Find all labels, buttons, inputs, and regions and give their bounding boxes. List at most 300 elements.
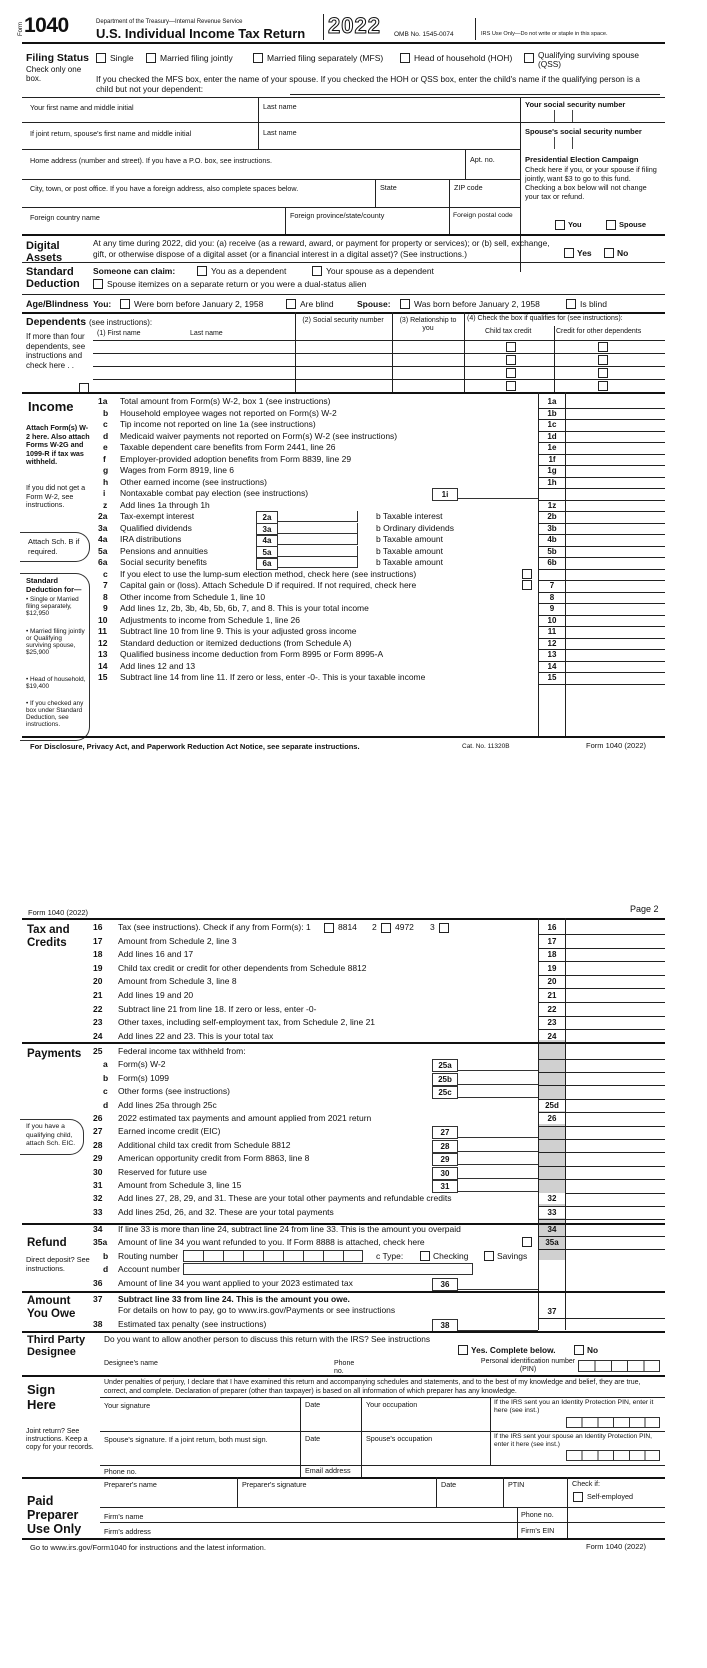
pay-line-text: Reserved for future use [118, 1166, 207, 1177]
tc-amount[interactable] [566, 936, 665, 947]
tc-line-number: 24 [93, 1030, 103, 1041]
pay-line-text: Additional child tax credit from Schedule 8812 [118, 1139, 291, 1150]
line-rule [538, 1072, 665, 1073]
pay-mid-box: 25b [432, 1073, 458, 1086]
designee-yes-checkbox[interactable] [458, 1345, 468, 1355]
qss-checkbox[interactable] [524, 53, 534, 63]
foreign-province-label: Foreign province/state/county [290, 211, 385, 220]
preparer-sig-label: Preparer's signature [242, 1480, 307, 1489]
dependent-odc-checkbox[interactable] [598, 342, 608, 352]
pair-b-text: b Taxable amount [376, 557, 443, 567]
pay-line-text: Other forms (see instructions) [118, 1086, 230, 1097]
pay-amount[interactable] [566, 1113, 665, 1124]
mfs-name-line[interactable] [290, 94, 660, 95]
pay-line-number: b [103, 1072, 109, 1083]
spouse-born-label: Was born before January 2, 1958 [414, 299, 540, 309]
line-rule [538, 684, 665, 685]
pay-line-number: 31 [93, 1180, 103, 1190]
tc-amount[interactable] [566, 963, 665, 974]
line-rule [538, 1179, 665, 1180]
line-amount[interactable] [566, 569, 665, 580]
digital-no-label: No [617, 248, 629, 258]
irs-use-only: IRS Use Only—Do not write or staple in this space. [481, 31, 608, 37]
line-text: Nontaxable combat pay election (see instructions) [120, 488, 309, 498]
form-4972-checkbox[interactable] [381, 923, 391, 933]
pair-box-label: 5b [547, 546, 557, 556]
tc-amount[interactable] [566, 990, 665, 1001]
tc-line-text: Subtract line 21 from line 18. If zero or less, enter -0- [118, 1003, 317, 1014]
mfs-checkbox[interactable] [253, 53, 263, 63]
pair-mid-amount[interactable] [278, 557, 358, 568]
std-box-title: Standard Deduction for— [26, 576, 82, 594]
pay-mid-box: 30 [432, 1167, 458, 1180]
line-amount[interactable] [566, 672, 665, 683]
pay-amount[interactable] [566, 1193, 665, 1204]
line-text: Tip income not reported on line 1a (see instructions) [120, 419, 316, 429]
pay-mid-amount[interactable] [458, 1073, 538, 1085]
someone-can-claim: Someone can claim: [93, 266, 176, 276]
line-checkbox[interactable] [522, 569, 532, 579]
pay-mid-box: 27 [432, 1126, 458, 1139]
pay-mid-box: 28 [432, 1140, 458, 1153]
line-text: Adjustments to income from Schedule 1, line 26 [120, 614, 301, 625]
p2-footer-right: Form 1040 (2022) [586, 1542, 647, 1551]
tax-credits-heading: Tax and Credits [27, 924, 70, 949]
sign-here-heading: Sign Here [27, 1382, 56, 1412]
tax-year: 2022 [328, 13, 381, 38]
income-attach-note: Attach Form(s) W-2 here. Also attach Forms W-2G and 1099-R if tax was withheld. [26, 423, 90, 466]
ip-pin-field[interactable] [566, 1417, 660, 1428]
first-name-label: Your first name and middle initial [30, 103, 134, 112]
spouse-blind-checkbox[interactable] [566, 299, 576, 309]
digital-assets-question: At any time during 2022, did you: (a) receive (as a reward, award, or payment for property or services); or (b) sell, exchange, gift, or otherwise dispose of a digital asset (or a financial interest in a digital asset)? (See instructions.) [93, 238, 550, 259]
line-amount[interactable] [566, 454, 665, 465]
tc-box-label: 23 [547, 1018, 557, 1028]
designee-pin-field[interactable] [578, 1360, 660, 1372]
pair-box-label: 6b [547, 558, 557, 567]
tc-line-text: Add lines 19 and 20 [118, 989, 194, 1000]
attach-sch-b: Attach Sch. B if required. [28, 537, 80, 556]
tc-amount[interactable] [566, 976, 665, 987]
spouse-signature-label: Spouse's signature. If a joint return, both must sign. [104, 1435, 268, 1444]
pec-title: Presidential Election Campaign [525, 155, 639, 164]
routing-label: Routing number [118, 1251, 179, 1261]
pair-line-text: Tax-exempt interest [120, 511, 195, 521]
mfs-label: Married filing separately (MFS) [267, 53, 384, 63]
digital-assets-heading: Digital Assets [26, 240, 63, 264]
pec-spouse-checkbox[interactable] [606, 220, 616, 230]
form-number: 1040 [24, 14, 69, 37]
p2-footer-left: Go to www.irs.gov/Form1040 for instructions and the latest information. [30, 1543, 266, 1552]
line-text: Add lines 1z, 2b, 3b, 4b, 5b, 6b, 7, and 8. This is your total income [120, 603, 369, 613]
dependent-ctc-checkbox[interactable] [506, 342, 516, 352]
line-amount[interactable] [566, 649, 665, 660]
pay-mid-box: 29 [432, 1153, 458, 1166]
designee-phone-label: Phone no. [334, 1360, 355, 1375]
dependent-ctc-checkbox[interactable] [506, 368, 516, 378]
line-text: Qualified business income deduction from Form 8995 or Form 8995-A [120, 649, 384, 659]
pay-line-number: 30 [93, 1166, 103, 1177]
line-box-label: 8 [549, 592, 555, 602]
line-38-amount[interactable] [458, 1319, 538, 1331]
line-text: Medicaid waiver payments not reported on Form(s) W-2 (see instructions) [120, 430, 398, 441]
line-amount[interactable] [566, 500, 665, 511]
line-text: Subtract line 14 from line 11. If zero or less, enter -0-. This is your taxable income [120, 672, 426, 682]
spouse-dependent-checkbox[interactable] [312, 266, 322, 276]
refund-heading: Refund [27, 1237, 67, 1249]
pay-box-label: 32 [539, 1193, 565, 1204]
account-type-label: c Type: [376, 1251, 404, 1261]
tc-box-label: 20 [547, 977, 557, 987]
line-amount[interactable] [566, 408, 665, 419]
routing-number-field[interactable] [183, 1250, 363, 1262]
line-35a-text: Amount of line 34 you want refunded to you. If Form 8888 is attached, check here [118, 1237, 425, 1247]
form-3-label: 3 [430, 922, 435, 932]
mfj-checkbox[interactable] [146, 53, 156, 63]
line-box-label: 7 [549, 581, 555, 590]
line-amount[interactable] [566, 477, 665, 488]
line-37-number: 37 [93, 1294, 103, 1304]
line-amount[interactable] [566, 603, 665, 614]
line-number: d [103, 430, 109, 441]
preparer-name-label: Preparer's name [104, 1480, 157, 1489]
pair-amount[interactable] [566, 534, 665, 545]
pay-mid-amount[interactable] [458, 1086, 538, 1098]
joint-return-note: Joint return? See instructions. Keep a copy for your records. [26, 1428, 94, 1451]
pair-line-text: Pensions and annuities [120, 545, 208, 556]
pay-line-number: 33 [93, 1206, 103, 1217]
pair-mid-box: 2a [256, 511, 278, 524]
tc-line-text: Other taxes, including self-employment tax, from Schedule 2, line 21 [118, 1017, 376, 1028]
pair-b-text: b Taxable interest [376, 511, 443, 521]
spouse-pin-field[interactable] [566, 1450, 660, 1461]
email-label: Email address [305, 1466, 351, 1475]
dependent-row-line [93, 366, 665, 367]
pec-spouse-label: Spouse [619, 220, 647, 229]
section-rule [22, 1042, 665, 1044]
you-blind-checkbox[interactable] [286, 299, 296, 309]
line-box-label: 1b [547, 408, 557, 418]
single-label: Single [110, 53, 134, 63]
line-box-label: 1h [547, 477, 557, 487]
pay-mid-box: 31 [432, 1180, 458, 1193]
dependent-ctc-checkbox[interactable] [506, 381, 516, 391]
dependents-see: (see instructions): [89, 318, 153, 327]
line-amount[interactable] [566, 431, 665, 442]
page-2 [0, 890, 707, 1668]
pair-amount[interactable] [566, 523, 665, 534]
age-blindness-heading: Age/Blindness [26, 299, 89, 309]
pair-line-number: 3a [98, 522, 108, 533]
line-number: 1a [98, 396, 108, 406]
sign-phone-label: Phone no. [104, 1467, 137, 1476]
pay-line-text: Form(s) 1099 [118, 1072, 170, 1083]
dep-col-ctc: Child tax credit [485, 328, 532, 335]
pay-mid-amount[interactable] [458, 1140, 538, 1152]
line-amount[interactable] [566, 626, 665, 637]
pay-line-text: Add lines 25a through 25c [118, 1099, 217, 1110]
pay-line-number: 28 [93, 1139, 103, 1150]
line-rule [538, 1166, 665, 1167]
line-amount[interactable] [566, 419, 665, 430]
line-box-label: 13 [547, 650, 557, 659]
dependents-label: Dependents [26, 316, 87, 328]
pay-line-number: 29 [93, 1153, 103, 1164]
pay-line-text: Federal income tax withheld from: [118, 1046, 246, 1056]
line-box-label: 1d [547, 431, 557, 441]
qss-label: Qualifying surviving spouse (QSS) [538, 50, 639, 69]
line-38-box: 38 [432, 1319, 458, 1332]
digital-yes-label: Yes [577, 248, 592, 258]
line-amount[interactable] [566, 615, 665, 626]
line-mid-amount[interactable] [458, 488, 538, 499]
income-heading: Income [28, 399, 74, 414]
pair-mid-box: 5a [256, 546, 278, 559]
line-text: Wages from Form 8919, line 6 [120, 465, 235, 475]
dependent-odc-checkbox[interactable] [598, 368, 608, 378]
pair-amount[interactable] [566, 557, 665, 568]
spouse-born-checkbox[interactable] [400, 299, 410, 309]
pay-amount[interactable] [566, 1207, 665, 1218]
line-36-text: Amount of line 34 you want applied to your 2023 estimated tax [118, 1278, 353, 1288]
form-8814-label: 8814 [338, 922, 357, 932]
digital-yes-checkbox[interactable] [564, 248, 574, 258]
line-35a-number: 35a [93, 1237, 108, 1247]
dependent-odc-checkbox[interactable] [598, 381, 608, 391]
you-born-label: Were born before January 2, 1958 [134, 299, 264, 309]
line-number: z [103, 499, 108, 510]
form-8888-checkbox[interactable] [522, 1237, 532, 1247]
designee-yes-label: Yes. Complete below. [471, 1345, 556, 1355]
tc-amount[interactable] [566, 1031, 665, 1042]
third-party-question: Do you want to allow another person to discuss this return with the IRS? See instructions [104, 1334, 431, 1344]
designee-name-label: Designee's name [104, 1360, 158, 1367]
pair-mid-box: 4a [256, 534, 278, 547]
pay-line-text: American opportunity credit from Form 8863, line 8 [118, 1153, 310, 1164]
pay-box-label: 25d [539, 1100, 565, 1111]
dependent-odc-checkbox[interactable] [598, 355, 608, 365]
tc-box-label: 19 [547, 963, 557, 973]
line-35b-letter: b [103, 1251, 109, 1261]
tc-line-text: Add lines 22 and 23. This is your total tax [118, 1030, 274, 1041]
line-rule [538, 1219, 665, 1220]
pec-you-checkbox[interactable] [555, 220, 565, 230]
preparer-date-label: Date [441, 1480, 457, 1489]
tc-amount[interactable] [566, 1004, 665, 1015]
pair-mid-amount[interactable] [278, 546, 358, 557]
pair-mid-amount[interactable] [278, 523, 358, 534]
form-2-label: 2 [372, 922, 377, 932]
pair-amount[interactable] [566, 546, 665, 557]
you-dependent-label: You as a dependent [211, 266, 287, 276]
pay-line-number: a [103, 1059, 108, 1070]
spouse-itemizes-label: Spouse itemizes on a separate return or you were a dual-status alien [107, 279, 367, 289]
dependent-row-line [93, 340, 665, 341]
line-box-label: 1a [547, 397, 557, 406]
home-address-label: Home address (number and street). If you have a P.O. box, see instructions. [30, 156, 272, 165]
tc-amount[interactable] [566, 949, 665, 960]
p1-cat-number: Cat. No. 11320B [462, 743, 510, 750]
pair-b-text: b Taxable amount [376, 545, 443, 556]
line-rule [538, 1139, 665, 1140]
pay-mid-amount[interactable] [458, 1126, 538, 1138]
tc-line-number: 22 [93, 1003, 103, 1014]
form-title: U.S. Individual Income Tax Return [96, 26, 306, 41]
line-16-text: Tax (see instructions). Check if any from Form(s): 1 [118, 922, 311, 932]
line-rule [538, 1059, 665, 1060]
pay-line-text: Earned income credit (EIC) [118, 1126, 221, 1137]
pay-amount[interactable] [566, 1100, 665, 1111]
income-no-w2-note: If you did not get a Form W-2, see instructions. [26, 483, 86, 509]
pair-mid-box: 3a [256, 523, 278, 536]
pay-line-number: 32 [93, 1193, 103, 1204]
filing-status-heading: Filing Status [26, 52, 89, 64]
age-you: You: [93, 299, 112, 309]
foreign-country-label: Foreign country name [30, 213, 100, 222]
line-text: Taxable dependent care benefits from Form 2441, line 26 [120, 442, 336, 452]
p1-footer-left: For Disclosure, Privacy Act, and Paperwork Reduction Act Notice, see separate instructions. [30, 742, 360, 751]
third-party-heading: Third Party Designee [27, 1334, 86, 1358]
pair-box-label: 3b [547, 523, 557, 533]
line-number: 9 [103, 603, 108, 613]
line-box-label: 1e [547, 443, 557, 452]
line-text: Standard deduction or itemized deductions (from Schedule A) [120, 637, 352, 648]
form-3-checkbox[interactable] [439, 923, 449, 933]
p1-footer-right: Form 1040 (2022) [586, 741, 647, 750]
pay-mid-amount[interactable] [458, 1167, 538, 1179]
line-37-text: Subtract line 33 from line 24. This is the amount you owe. [118, 1294, 350, 1304]
dep-col-relationship: (3) Relationship to you [399, 317, 457, 332]
pay-mid-amount[interactable] [458, 1180, 538, 1192]
preparer-ptin-label: PTIN [508, 1480, 525, 1489]
line-number: 13 [98, 649, 108, 659]
pair-mid-amount[interactable] [278, 511, 358, 522]
line-text: If you elect to use the lump-sum election method, check here (see instructions) [120, 568, 417, 579]
tc-line-number: 20 [93, 976, 103, 987]
line-34-number: 34 [93, 1224, 103, 1234]
tc-line-number: 17 [93, 935, 103, 946]
tc-line-number: 18 [93, 949, 103, 960]
savings-checkbox[interactable] [484, 1251, 494, 1261]
line-34-box: 34 [547, 1225, 557, 1234]
spouse-pin-label: If the IRS sent your spouse an Identity Protection PIN, enter it here (see inst.) [494, 1433, 652, 1448]
line-number: h [103, 476, 109, 487]
p2-header-left: Form 1040 (2022) [28, 908, 89, 917]
line-36-number: 36 [93, 1278, 103, 1288]
std-box-item-3: • Head of household, $19,400 [26, 676, 86, 690]
pay-mid-amount[interactable] [458, 1153, 538, 1165]
designee-no-checkbox[interactable] [574, 1345, 584, 1355]
pay-line-number: 26 [93, 1113, 103, 1123]
pair-line-number: 5a [98, 545, 108, 556]
line-amount[interactable] [566, 442, 665, 453]
line-amount[interactable] [566, 661, 665, 672]
mfj-label: Married filing jointly [160, 53, 233, 63]
single-checkbox[interactable] [96, 53, 106, 63]
line-box-label: 11 [547, 627, 557, 636]
line-35a-box: 35a [545, 1238, 559, 1247]
tc-box-label: 22 [547, 1004, 557, 1014]
self-employed-checkbox[interactable] [573, 1492, 583, 1502]
dependents-side-note: If more than four dependents, see instructions and check here . . [26, 332, 86, 370]
dep-col-last: Last name [190, 330, 223, 337]
line-box-label: 10 [547, 615, 557, 625]
zip-label: ZIP code [454, 183, 483, 192]
ssn-label: Your social security number [525, 100, 626, 109]
line-number: c [103, 419, 108, 429]
pair-line-text: Qualified dividends [120, 522, 192, 533]
line-amount[interactable] [566, 396, 665, 407]
tc-line-text: Add lines 16 and 17 [118, 949, 194, 960]
line-checkbox[interactable] [522, 580, 532, 590]
dependent-ctc-checkbox[interactable] [506, 355, 516, 365]
dep-col-check: (4) Check the box if qualifies for (see instructions): [467, 315, 623, 322]
line-36-amount[interactable] [458, 1278, 538, 1290]
tc-amount[interactable] [566, 1017, 665, 1028]
line-rule [538, 1085, 665, 1086]
firm-name-label: Firm's name [104, 1512, 144, 1521]
form-8814-checkbox[interactable] [324, 923, 334, 933]
line-amount[interactable] [566, 592, 665, 603]
designee-pin-label: Personal identification number (PIN) [480, 1358, 576, 1373]
line-amount[interactable] [566, 465, 665, 476]
hoh-checkbox[interactable] [400, 53, 410, 63]
account-label: Account number [118, 1264, 180, 1274]
line-amount[interactable] [566, 580, 665, 591]
line-number: 12 [98, 637, 108, 648]
tc-line-text: Amount from Schedule 2, line 3 [118, 935, 237, 946]
line-16-box: 16 [547, 923, 557, 932]
line-rule [538, 1152, 665, 1153]
pec-text: Check here if you, or your spouse if filing jointly, want $3 to go to this fund. Checking a box below will not change your tax or refund. [525, 165, 657, 201]
account-number-field[interactable] [183, 1263, 473, 1275]
pair-amount[interactable] [566, 511, 665, 522]
last-name-label: Last name [263, 102, 297, 111]
line-number: 7 [103, 580, 108, 590]
you-born-checkbox[interactable] [120, 299, 130, 309]
line-number: g [103, 465, 109, 475]
perjury-statement: Under penalties of perjury, I declare that I have examined this return and accompanying schedules and statements, and to the best of my knowledge and belief, they are true, correct, and complete. Declaration of preparer (other than taxpayer) is based on all information of which preparer has any knowledge. [104, 1379, 641, 1395]
line-number: e [103, 442, 108, 452]
line-amount[interactable] [566, 638, 665, 649]
preparer-heading: Paid Preparer Use Only [27, 1494, 82, 1536]
spouse-last-label: Last name [263, 128, 297, 137]
spouse-itemizes-checkbox[interactable] [93, 279, 103, 289]
digital-no-checkbox[interactable] [604, 248, 614, 258]
ip-pin-label: If the IRS sent you an Identity Protection PIN, enter it here (see inst.) [494, 1399, 654, 1414]
pay-line-text: Amount from Schedule 3, line 15 [118, 1180, 242, 1190]
pec-you-label: You [568, 220, 582, 229]
pair-mid-amount[interactable] [278, 534, 358, 545]
form-4972-label: 4972 [395, 922, 414, 932]
savings-label: Savings [497, 1251, 528, 1261]
line-37-text2: For details on how to pay, go to www.irs.gov/Payments or see instructions [118, 1305, 396, 1315]
you-dependent-checkbox[interactable] [197, 266, 207, 276]
std-box-item-4: • If you checked any box under Standard Deduction, see instructions. [26, 700, 84, 728]
form-label: Form [18, 22, 24, 36]
checking-checkbox[interactable] [420, 1251, 430, 1261]
spouse-first-label: If joint return, spouse's first name and middle initial [30, 129, 192, 138]
line-amount[interactable] [566, 488, 665, 499]
pay-mid-box: 25a [432, 1059, 458, 1072]
pay-mid-amount[interactable] [458, 1059, 538, 1071]
line-16-number: 16 [93, 922, 103, 932]
pair-b-text: b Taxable amount [376, 534, 443, 544]
pair-line-number: 6a [98, 557, 108, 567]
firm-phone-label: Phone no. [521, 1510, 554, 1519]
spouse-occupation-label: Spouse's occupation [366, 1434, 433, 1443]
line-number: b [103, 407, 109, 418]
